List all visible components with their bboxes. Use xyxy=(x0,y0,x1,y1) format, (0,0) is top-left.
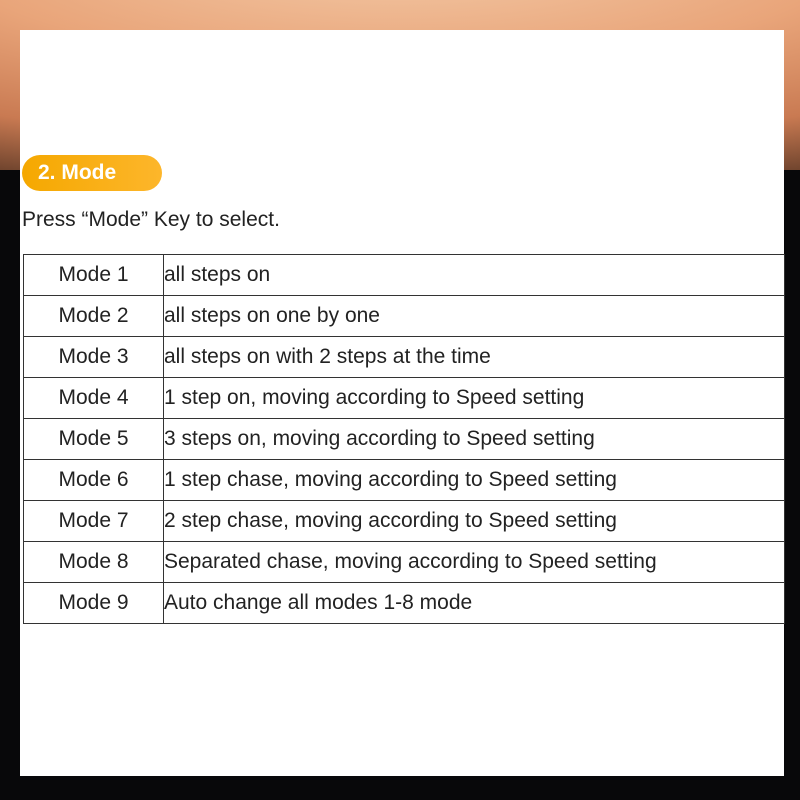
intro-text: Press “Mode” Key to select. xyxy=(22,208,280,231)
table-row xyxy=(24,296,785,337)
mode-desc-cell: 3 steps on, moving according to Speed setting xyxy=(164,419,785,460)
table-row xyxy=(24,460,785,501)
mode-desc-cell: 1 step chase, moving according to Speed setting xyxy=(164,460,785,501)
mode-name-cell: Mode 4 xyxy=(24,378,164,419)
table-row xyxy=(24,378,785,419)
mode-desc-cell: all steps on with 2 steps at the time xyxy=(164,337,785,378)
mode-name-cell: Mode 3 xyxy=(24,337,164,378)
mode-desc-cell: all steps on xyxy=(164,255,785,296)
mode-name-cell: Mode 1 xyxy=(24,255,164,296)
mode-desc-cell: Separated chase, moving according to Speed setting xyxy=(164,542,785,583)
content-panel xyxy=(20,30,784,776)
table-row xyxy=(24,419,785,460)
mode-table xyxy=(23,254,785,624)
table-row xyxy=(24,583,785,624)
table-row xyxy=(24,337,785,378)
mode-name-cell: Mode 6 xyxy=(24,460,164,501)
mode-name-cell: Mode 2 xyxy=(24,296,164,337)
mode-name-cell: Mode 8 xyxy=(24,542,164,583)
mode-name-cell: Mode 5 xyxy=(24,419,164,460)
mode-desc-cell: Auto change all modes 1-8 mode xyxy=(164,583,785,624)
table-row xyxy=(24,501,785,542)
mode-desc-cell: all steps on one by one xyxy=(164,296,785,337)
mode-desc-cell: 1 step on, moving according to Speed setting xyxy=(164,378,785,419)
table-row xyxy=(24,542,785,583)
mode-name-cell: Mode 7 xyxy=(24,501,164,542)
table-row xyxy=(24,255,785,296)
section-title-badge: 2. Mode xyxy=(22,155,162,191)
mode-name-cell: Mode 9 xyxy=(24,583,164,624)
mode-desc-cell: 2 step chase, moving according to Speed setting xyxy=(164,501,785,542)
